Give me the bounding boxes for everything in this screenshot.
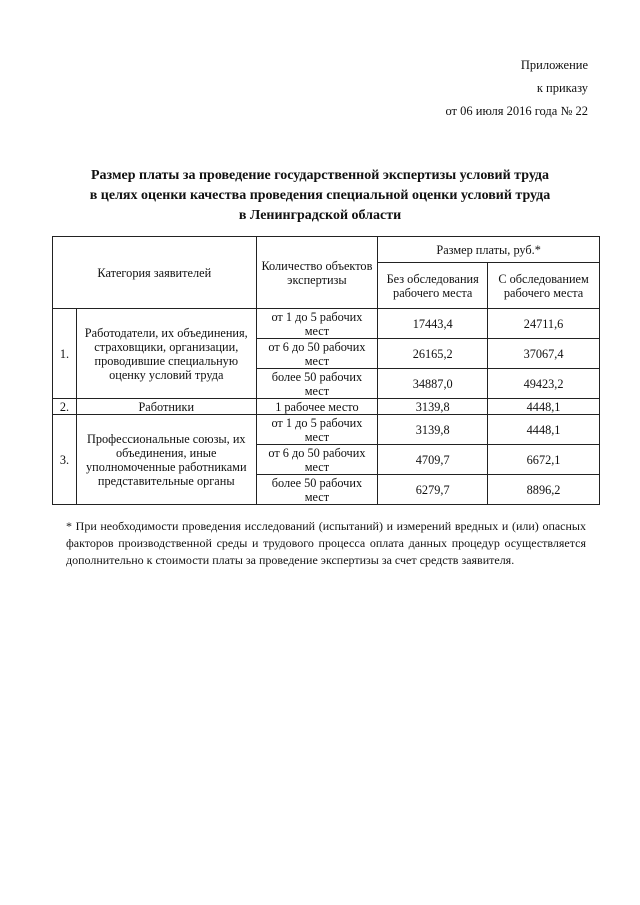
fee-with-cell: 49423,2 — [488, 369, 600, 399]
objects-cell: от 6 до 50 рабочих мест — [256, 445, 378, 475]
header-category: Категория заявителей — [53, 237, 257, 309]
row-number: 1. — [53, 309, 77, 399]
header-objects: Количество объектов экспертизы — [256, 237, 378, 309]
fee-without-cell: 3139,8 — [378, 399, 488, 415]
objects-cell: более 50 рабочих мест — [256, 369, 378, 399]
title-line-1: Размер платы за проведение государственной экспертизы условий труда — [90, 168, 550, 183]
header-fee: Размер платы, руб.* — [378, 237, 600, 263]
fee-without-cell: 26165,2 — [378, 339, 488, 369]
table-row — [53, 309, 600, 339]
fee-with-cell: 4448,1 — [488, 415, 600, 445]
fee-with-cell: 8896,2 — [488, 475, 600, 505]
header-with-survey: С обследованием рабочего места — [488, 263, 600, 309]
attachment-line-3: от 06 июля 2016 года № 22 — [445, 104, 588, 118]
title-line-2: в целях оценки качества проведения специальной оценки условий труда — [89, 188, 551, 203]
category-cell: Работники — [76, 399, 256, 415]
fee-with-cell: 24711,6 — [488, 309, 600, 339]
fee-without-cell: 17443,4 — [378, 309, 488, 339]
fee-without-cell: 4709,7 — [378, 445, 488, 475]
fee-with-cell: 6672,1 — [488, 445, 600, 475]
objects-cell: от 6 до 50 рабочих мест — [256, 339, 378, 369]
fee-table — [52, 236, 600, 505]
footnote: * При необходимости проведения исследований (испытаний) и измерений вредных и (или) опасных факторов производственной среды и трудового процесса оплата данных процедур осуществляется дополнительно к стоимости платы за проведение экспертизы за счет средств заявителя. — [66, 519, 586, 567]
table-row — [53, 399, 600, 415]
objects-cell: от 1 до 5 рабочих мест — [256, 415, 378, 445]
fee-with-cell: 37067,4 — [488, 339, 600, 369]
objects-cell: от 1 до 5 рабочих мест — [256, 309, 378, 339]
fee-without-cell: 3139,8 — [378, 415, 488, 445]
attachment-line-2: к приказу — [536, 81, 588, 95]
title-line-3: в Ленинградской области — [238, 208, 402, 223]
fee-without-cell: 6279,7 — [378, 475, 488, 505]
header-without-survey: Без обследования рабочего места — [378, 263, 488, 309]
fee-without-cell: 34887,0 — [378, 369, 488, 399]
row-number: 3. — [53, 415, 77, 505]
category-cell: Работодатели, их объединения, страховщики, организации, проводившие специальную оценку условий труда — [76, 309, 256, 399]
table-row — [53, 415, 600, 445]
header-row — [53, 237, 600, 263]
attachment-note — [445, 54, 588, 123]
category-cell: Профессиональные союзы, их объединения, иные уполномоченные работниками представительные органы — [76, 415, 256, 505]
fee-with-cell: 4448,1 — [488, 399, 600, 415]
objects-cell: более 50 рабочих мест — [256, 475, 378, 505]
document-title — [40, 166, 600, 226]
objects-cell: 1 рабочее место — [256, 399, 378, 415]
attachment-line-1: Приложение — [520, 58, 588, 72]
row-number: 2. — [53, 399, 77, 415]
